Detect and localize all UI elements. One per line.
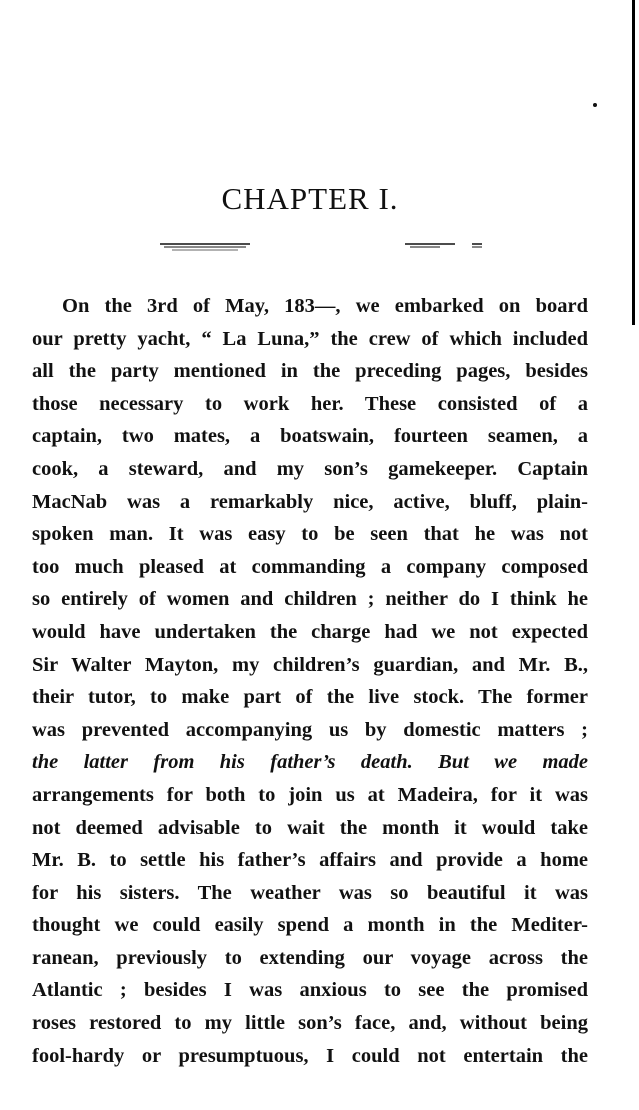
text-line: Mr. B. to settle his father’s affairs and provide a home [32, 849, 588, 872]
text-line: MacNab was a remarkably nice, active, bluff, plain- [32, 490, 588, 513]
text-line: spoken man. It was easy to be seen that he was not [32, 523, 588, 546]
body-text [32, 290, 588, 1072]
ink-speck [593, 103, 597, 107]
text-line: cook, a steward, and my son’s gamekeeper. Captain [32, 457, 588, 480]
text-line: those necessary to work her. These consisted of a [32, 392, 588, 415]
text-line: roses restored to my little son’s face, and, without being [32, 1012, 588, 1035]
text-line: for his sisters. The weather was so beautiful it was [32, 881, 588, 904]
text-line: the latter from his father’s death. But we made [32, 751, 588, 774]
text-line: fool-hardy or presumptuous, I could not entertain the [32, 1044, 588, 1067]
text-line: so entirely of women and children ; neither do I think he [32, 588, 588, 611]
text-line: their tutor, to make part of the live stock. The former [32, 686, 588, 709]
text-line: thought we could easily spend a month in the Mediter- [32, 914, 588, 937]
text-line: captain, two mates, a boatswain, fourteen seamen, a [32, 425, 588, 448]
chapter-title: CHAPTER I. [221, 180, 399, 216]
text-line: Sir Walter Mayton, my children’s guardian, and Mr. B., [32, 653, 588, 676]
text-line: On the 3rd of May, 183—, we embarked on board [62, 295, 588, 317]
text-line: was prevented accompanying us by domestic matters ; [32, 718, 588, 741]
decorative-rule [160, 238, 490, 254]
text-line: too much pleased at commanding a company composed [32, 555, 588, 578]
text-line: our pretty yacht, “ La Luna,” the crew of which included [32, 327, 588, 350]
text-line: Atlantic ; besides I was anxious to see the promised [32, 979, 588, 1002]
page-edge-line [632, 0, 635, 325]
text-line: arrangements for both to join us at Madeira, for it was [32, 783, 588, 806]
text-line: all the party mentioned in the preceding pages, besides [32, 360, 588, 383]
text-line: would have undertaken the charge had we not expected [32, 620, 588, 643]
text-line: not deemed advisable to wait the month it would take [32, 816, 588, 839]
text-line: ranean, previously to extending our voyage across the [32, 946, 588, 969]
